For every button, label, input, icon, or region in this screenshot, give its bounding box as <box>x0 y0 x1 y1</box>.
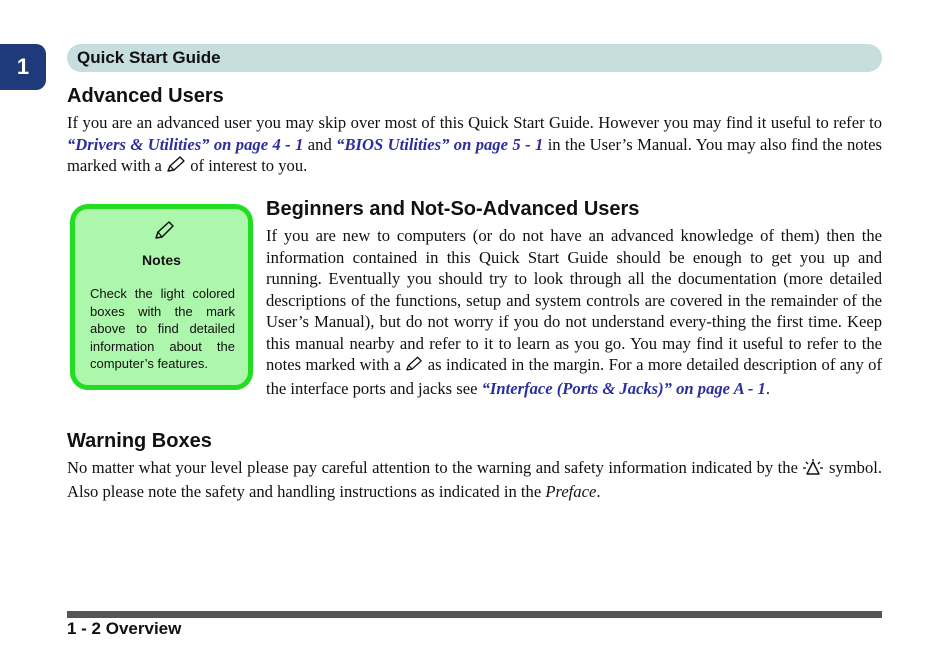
beginners-text-1: If you are new to computers (or do not have an advanced knowledge of them) then the information contained in this Quick Start Guide should be enough to get you up and running. Eventually you should try to look through all the documentation (more detailed descriptions of the functions, setup and system controls are covered in the remainder of the User’s Manual), but do not worry if you do not understand every-thing the first time. Keep this manual nearby and refer to it to learn as you go. You may find it useful to refer to the notes marked with a <box>266 226 882 374</box>
header-title: Quick Start Guide <box>77 48 221 67</box>
warning-text-1: No matter what your level please pay careful attention to the warning and safety information indicated by the <box>67 458 803 477</box>
beginners-text-2: as indicated in the margin. For a more detailed description of any of the interface ports and jacks see <box>266 355 882 398</box>
bios-utilities-link[interactable]: “BIOS Utilities” on page 5 - 1 <box>336 134 544 154</box>
advanced-text-4: of interest to you. <box>186 156 308 175</box>
pencil-icon <box>153 221 175 246</box>
pencil-icon <box>166 156 186 179</box>
warning-text-2: symbol. Also please note the safety and handling instructions as indicated in the <box>67 458 882 501</box>
advanced-text-2: and <box>303 134 337 154</box>
warning-boxes-heading: Warning Boxes <box>67 430 212 452</box>
beginners-paragraph <box>266 225 882 399</box>
notes-title: Notes <box>142 252 181 268</box>
pencil-icon <box>405 356 423 378</box>
chapter-tab: 1 <box>0 44 46 90</box>
drivers-utilities-link[interactable]: “Drivers & Utilities” on page 4 - 1 <box>67 134 304 154</box>
preface-reference: Preface <box>545 481 597 501</box>
notes-box <box>70 204 253 390</box>
advanced-text-1: If you are an advanced user you may skip over most of this Quick Start Guide. However you may find it useful to refer to <box>67 113 882 132</box>
interface-ports-link[interactable]: “Interface (Ports & Jacks)” on page A - 1 <box>481 378 766 398</box>
page-header <box>67 44 882 72</box>
warning-icon <box>802 458 824 481</box>
advanced-text-3: in the User’s Manual. You may also find the notes marked with a <box>67 134 882 175</box>
beginners-heading: Beginners and Not-So-Advanced Users <box>266 198 640 220</box>
warning-boxes-paragraph <box>67 457 882 502</box>
footer-rule <box>67 611 882 618</box>
notes-text: Check the light colored boxes with the mark above to find detailed information about the computer’s features. <box>90 286 235 371</box>
beginners-text-3: . <box>765 378 771 398</box>
footer-page-label: 1 - 2 Overview <box>67 619 182 638</box>
advanced-users-heading: Advanced Users <box>67 85 224 107</box>
warning-text-3: . <box>596 481 601 501</box>
advanced-users-paragraph <box>67 112 882 179</box>
